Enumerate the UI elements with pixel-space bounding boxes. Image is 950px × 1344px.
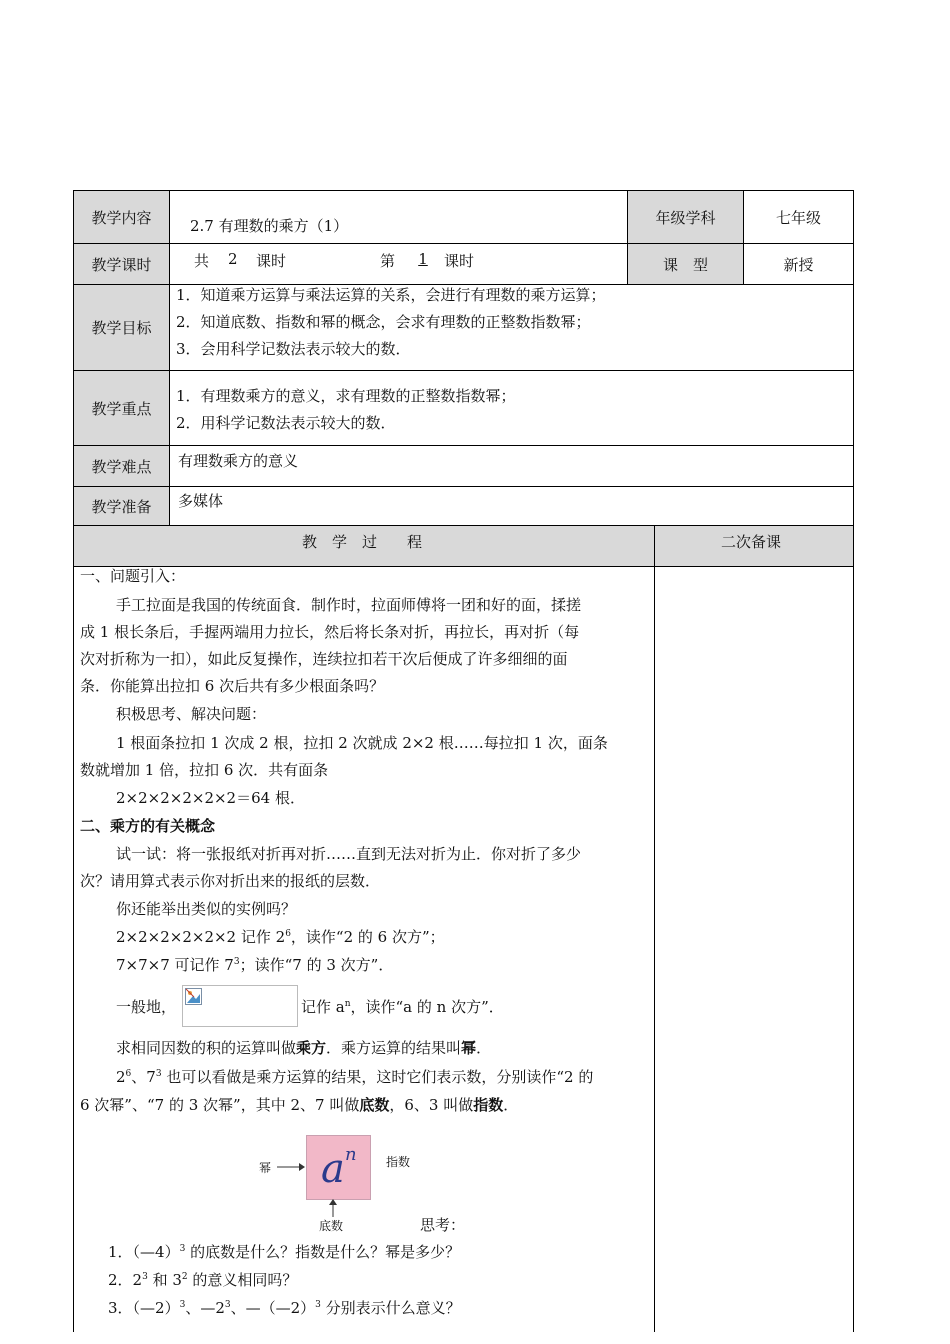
para-9-rest: 记作 $a^n$，读作“a 的 n 次方”． xyxy=(301,998,504,1016)
arrow-right-icon xyxy=(277,1161,307,1173)
label-difficulty: 教学难点 xyxy=(73,445,170,487)
para-10: 求相同因数的积的运算叫做乘方．乘方运算的结果叫幂． xyxy=(116,1039,492,1057)
para-7: 2×2×2×2×2×2 记作 $2^6$，读作“2 的 6 次方”； xyxy=(116,928,445,946)
para-8: 7×7×7 可记作 $7^3$；读作“7 的 3 次方”． xyxy=(116,956,394,974)
label-teaching-goals: 教学目标 xyxy=(73,284,170,371)
missing-image-placeholder xyxy=(182,985,298,1027)
para-1-line-4: 条．你能算出拉扣 6 次后共有多少根面条吗？ xyxy=(80,677,385,695)
question-3: 3．（—2）$^3$、$—2^3$、—（—2）$^3$ 分别表示什么意义？ xyxy=(108,1299,461,1317)
think-label: 思考： xyxy=(420,1216,466,1234)
arrow-up-icon xyxy=(327,1199,339,1217)
value-preparation: 多媒体 xyxy=(169,486,854,526)
para-6: 你还能举出类似的实例吗？ xyxy=(116,900,297,918)
para-11: $2^6$、$7^3$ 也可以看做是乘方运算的结果，这时它们表示数，分别读作“2 的 xyxy=(116,1068,594,1086)
para-9-lead: 一般地， xyxy=(116,998,177,1016)
value-class-hours: 共 2 课时 第 1 课时 xyxy=(169,243,628,285)
secondary-body xyxy=(654,566,854,1332)
value-teaching-goals: 1．知道乘方运算与乘法运算的关系，会进行有理数的乘方运算； 2．知道底数、指数和幂的概念，会求有理数的正整数指数幂； 3．会用科学记数法表示较大的数． xyxy=(169,284,854,371)
question-1: 1．（—4）$^3$ 的底数是什么？指数是什么？幂是多少？ xyxy=(108,1243,461,1261)
power-diagram xyxy=(255,1133,425,1233)
para-1-line-1: 手工拉面是我国的传统面食．制作时，拉面师傅将一团和好的面，揉搓 xyxy=(116,596,582,614)
broken-image-icon xyxy=(185,988,203,1006)
para-3-line-2: 数就增加 1 倍，拉扣 6 次．共有面条 xyxy=(80,761,329,779)
section-2-title: 二、乘方的有关概念 xyxy=(80,817,216,835)
para-1-line-3: 次对折称为一扣），如此反复操作，连续拉扣若干次后便成了许多细细的面 xyxy=(80,650,568,668)
para-1-line-2: 成 1 根长条后，手握两端用力拉长，然后将长条对折，再拉长，再对折（每 xyxy=(80,623,580,641)
para-12: 6 次幂”、“7 的 3 次幂”，其中 2、7 叫做底数，6、3 叫做指数． xyxy=(80,1096,519,1114)
label-lesson-type: 课 型 xyxy=(627,243,744,285)
section-1-title: 一、问题引入： xyxy=(80,567,186,585)
value-teaching-content: 2.7 有理数的乘方（1） xyxy=(169,190,628,244)
para-2: 积极思考、解决问题： xyxy=(116,705,267,723)
value-key-points: 1．有理数乘方的意义，求有理数的正整数指数幂； 2．用科学记数法表示较大的数． xyxy=(169,370,854,446)
label-key-points: 教学重点 xyxy=(73,370,170,446)
value-grade-subject: 七年级 xyxy=(743,190,854,244)
para-5-line-2: 次？请用算式表示你对折出来的报纸的层数． xyxy=(80,872,381,890)
para-3-line-1: 1 根面条拉扣 1 次成 2 根，拉扣 2 次就成 2×2 根……每拉扣 1 次，面条 xyxy=(116,734,608,752)
para-5-line-1: 试一试：将一张报纸对折再对折……直到无法对折为止．你对折了多少 xyxy=(116,845,582,863)
exponent-label: 指数 xyxy=(386,1155,411,1169)
label-teaching-content: 教学内容 xyxy=(73,190,170,244)
value-lesson-type: 新授 xyxy=(743,243,854,285)
label-grade-subject: 年级学科 xyxy=(627,190,744,244)
value-difficulty: 有理数乘方的意义 xyxy=(169,445,854,487)
label-class-hours: 教学课时 xyxy=(73,243,170,285)
secondary-header: 二次备课 xyxy=(654,525,854,567)
power-label: 幂 xyxy=(259,1161,272,1175)
process-header: 教 学 过 程 xyxy=(73,525,655,567)
para-4: 2×2×2×2×2×2＝64 根． xyxy=(116,789,305,807)
question-2: 2．$2^3$ 和 $3^2$ 的意义相同吗？ xyxy=(108,1271,298,1289)
power-box: a n xyxy=(306,1135,371,1200)
label-preparation: 教学准备 xyxy=(73,486,170,526)
base-label: 底数 xyxy=(319,1219,344,1233)
